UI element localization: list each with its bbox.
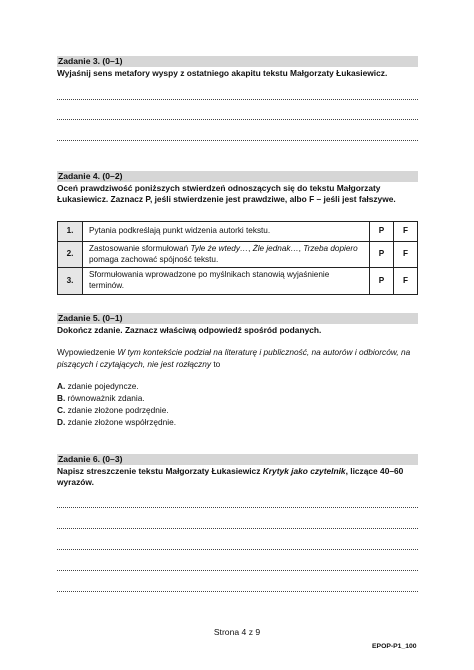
statement-fragment: , (298, 244, 304, 253)
statement-fragment: Zastosowanie sformułowań (89, 244, 191, 253)
answer-line[interactable] (57, 570, 418, 571)
option-letter: D. (57, 417, 66, 428)
instruction-text: , liczące 40–60 wyrazów. (57, 466, 404, 488)
statement-text (83, 242, 370, 268)
sentence-quote: W tym kontekście podział na literaturę i publiczność, na autorów i odbiorców, na piszących i czytających, nie jest rozłączny (57, 347, 411, 370)
answer-line[interactable] (57, 591, 418, 592)
statement-fragment: pomaga zachować spójność tekstu. (89, 254, 219, 264)
option-text: równoważnik zdania. (67, 393, 145, 404)
option-letter: A. (57, 381, 66, 392)
true-false-table (57, 221, 418, 295)
task-header: Zadanie 3. (0–1) (57, 56, 418, 67)
option-false[interactable]: F (394, 242, 418, 268)
answer-option[interactable] (57, 416, 418, 428)
task-3 (57, 56, 418, 79)
text-title: Krytyk jako czytelnik (262, 466, 346, 476)
answer-option[interactable] (57, 380, 418, 392)
answer-line[interactable] (57, 140, 418, 141)
task-instruction: Oceń prawdziwość poniższych stwierdzeń odnoszących się do tekstu Małgorzaty Łukasiewicz. Zaznacz P, jeśli stwierdzenie jest prawdziwe, albo F – jeśli jest fałszywe. (57, 183, 396, 205)
statement-row (58, 268, 418, 294)
task-header: Zadanie 5. (0–1) (57, 313, 418, 324)
task-header: Zadanie 6. (0–3) (57, 454, 418, 465)
statement-fragment: Sformułowania wprowadzone po myślnikach stanowią wyjaśnienie terminów. (89, 270, 330, 290)
quoted-phrase: Żle jednak… (252, 244, 299, 253)
answer-option[interactable] (57, 404, 418, 416)
option-false[interactable]: F (394, 268, 418, 294)
option-text: zdanie złożone podrzędnie. (67, 405, 169, 416)
option-true[interactable]: P (370, 222, 394, 242)
option-letter: C. (57, 405, 66, 416)
option-letter: B. (57, 393, 66, 404)
statement-text (83, 268, 370, 294)
statement-fragment: Pytania podkreślają punkt widzenia autorki tekstu. (89, 226, 271, 236)
sentence-prompt (57, 346, 418, 370)
sentence-end: to (211, 359, 221, 370)
answer-line[interactable] (57, 119, 418, 120)
answer-option[interactable] (57, 392, 418, 404)
task-header: Zadanie 4. (0–2) (57, 171, 418, 182)
task-instruction (57, 466, 418, 489)
task-instruction: Dokończ zdanie. Zaznacz właściwą odpowiedź spośród podanych. (57, 325, 322, 335)
statement-row (58, 222, 418, 242)
task-instruction: Wyjaśnij sens metafory wyspy z ostatniego akapitu tekstu Małgorzaty Łukasiewicz. (57, 68, 388, 78)
sentence-intro: Wypowiedzenie (57, 347, 118, 358)
answer-line[interactable] (57, 549, 418, 550)
statement-fragment: , (248, 244, 253, 253)
quoted-phrase: Trzeba dopiero (303, 244, 358, 253)
task-4 (57, 171, 418, 206)
option-text: zdanie pojedyncze. (67, 381, 139, 392)
exam-code: EPOP-P1_100 (372, 643, 417, 650)
answer-line[interactable] (57, 507, 418, 508)
statement-number: 1. (58, 222, 83, 242)
option-text: zdanie złożone współrzędnie. (67, 417, 177, 428)
option-true[interactable]: P (370, 268, 394, 294)
task-5 (57, 313, 418, 428)
option-true[interactable]: P (370, 242, 394, 268)
statement-number: 2. (58, 242, 83, 268)
answer-options (57, 380, 418, 428)
instruction-text: Napisz streszczenie tekstu Małgorzaty Łukasiewicz (57, 466, 263, 476)
answer-line[interactable] (57, 528, 418, 529)
quoted-phrase: Tyle że wtedy… (190, 244, 249, 253)
statement-text (83, 222, 370, 242)
statement-number: 3. (58, 268, 83, 294)
page-number: Strona 4 z 9 (213, 627, 261, 637)
option-false[interactable]: F (394, 222, 418, 242)
task-6 (57, 454, 418, 489)
answer-line[interactable] (57, 99, 418, 100)
statement-row (58, 242, 418, 268)
